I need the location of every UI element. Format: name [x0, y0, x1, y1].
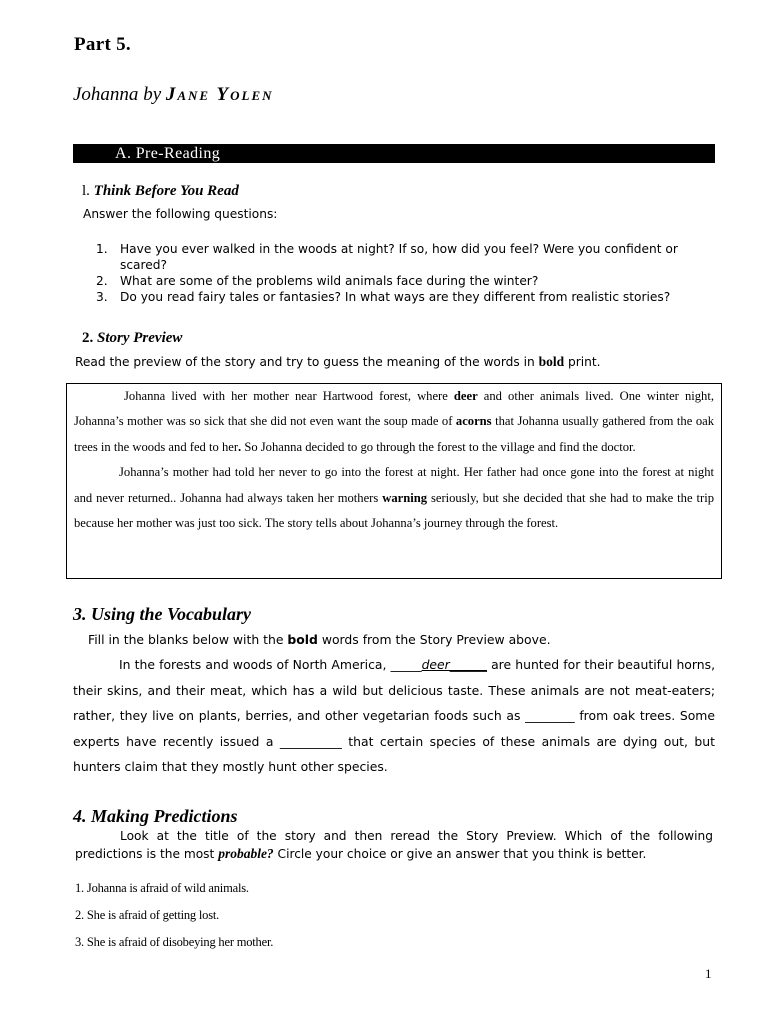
question-number: 1.	[96, 242, 108, 256]
think-before-instruction: Answer the following questions:	[83, 207, 278, 221]
preview-paragraph-2	[67, 460, 721, 536]
story-title	[73, 84, 274, 106]
predictions-heading: 4. Making Predictions	[73, 806, 238, 826]
story-title-work: Johanna	[73, 84, 139, 105]
preview-text: and other animals lived. One winter night, Johanna’s mother was so sick that she did not even want the soup made of	[74, 389, 714, 429]
exercise-text: are hunted for their beautiful horns, their skins, and their meat, which has a wild but delicious taste. These animals are not meat-eaters; rather, they live on plants, berries, and other vegetarian foods such as ________ from oak trees. Some experts have recently issued a __________ that certain species of these animals are dying out, but hunters claim that they mostly hunt other species.	[73, 657, 716, 775]
part-heading: Part 5.	[74, 34, 131, 55]
instruction-text: Fill in the blanks below with the	[88, 632, 288, 647]
question-text: Have you ever walked in the woods at night? If so, how did you feel? Were you confident or	[120, 242, 678, 256]
vocab-word-deer: deer	[453, 389, 478, 403]
question-item	[96, 273, 706, 289]
preview-paragraph-1	[67, 384, 721, 460]
question-item	[96, 241, 706, 273]
story-preview-heading	[82, 330, 182, 347]
question-number: 2.	[96, 274, 108, 288]
section-banner	[73, 144, 715, 163]
story-preview-instruction	[75, 354, 601, 370]
question-item	[96, 289, 706, 305]
think-before-number: l.	[82, 183, 90, 199]
predictions-instruction	[75, 828, 713, 863]
preview-text: that Johanna usually gathered from the oak trees in the woods and fed to her	[74, 414, 714, 454]
vocabulary-instruction	[73, 627, 715, 652]
vocab-word-acorns: acorns	[455, 414, 492, 429]
think-before-heading	[82, 183, 239, 200]
filled-blank-answer: deer______	[421, 657, 487, 673]
instruction-text: Read the preview of the story and try to guess the meaning of the words in	[75, 355, 539, 369]
instruction-text: Look at the title of the story and then reread the Story Preview. Which of the following predictions is the most	[75, 829, 713, 861]
vocabulary-exercise	[73, 652, 715, 779]
think-before-title: Think Before You Read	[93, 183, 239, 199]
vocab-word-warning: warning	[382, 490, 428, 505]
vocabulary-heading: 3. Using the Vocabulary	[73, 604, 252, 624]
prediction-choice[interactable]: 2. She is afraid of getting lost.	[75, 908, 220, 922]
instruction-text-end: print.	[564, 355, 601, 369]
question-list	[96, 241, 706, 305]
page-number: 1	[705, 966, 712, 981]
vocabulary-section	[73, 627, 715, 779]
preview-bold-period: .	[238, 439, 242, 454]
prediction-choice[interactable]: 1. Johanna is afraid of wild animals.	[75, 881, 249, 895]
question-text: What are some of the problems wild animals face during the winter?	[120, 274, 539, 288]
instruction-text-end: words from the Story Preview above.	[317, 632, 551, 647]
preview-text: seriously, but she decided that she had to make the trip because her mother was just too sick. The story tells about Johanna’s journey through the forest.	[74, 490, 714, 531]
preview-text: So Johanna decided to go through the forest to the village and find the doctor.	[241, 439, 636, 454]
question-number: 3.	[96, 290, 108, 304]
story-preview-box	[66, 383, 722, 579]
prediction-choice[interactable]: 3. She is afraid of disobeying her mother.	[75, 935, 274, 949]
question-text: Do you read fairy tales or fantasies? In what ways are they different from realistic stories?	[120, 290, 671, 304]
exercise-text: In the forests and woods of North America, _____	[119, 657, 422, 673]
question-text-cont: scared?	[120, 258, 167, 272]
instruction-bold: probable?	[218, 846, 274, 861]
preview-text: Johanna lived with her mother near Hartwood forest, where	[124, 389, 454, 403]
story-preview-title: Story Preview	[97, 330, 183, 346]
instruction-text-end: Circle your choice or give an answer that you think is better.	[273, 847, 647, 861]
section-banner-label: A. Pre-Reading	[115, 145, 221, 162]
preview-text: Johanna’s mother had told her never to go into the forest at night. Her father had once gone into the forest at night and never returned.. Johanna had always taken her mothers	[74, 465, 714, 505]
story-author: Jane Yolen	[165, 84, 274, 105]
instruction-bold: bold	[538, 354, 565, 369]
story-title-by: by	[143, 84, 162, 105]
story-preview-number: 2.	[82, 330, 94, 346]
instruction-bold: bold	[287, 632, 318, 647]
